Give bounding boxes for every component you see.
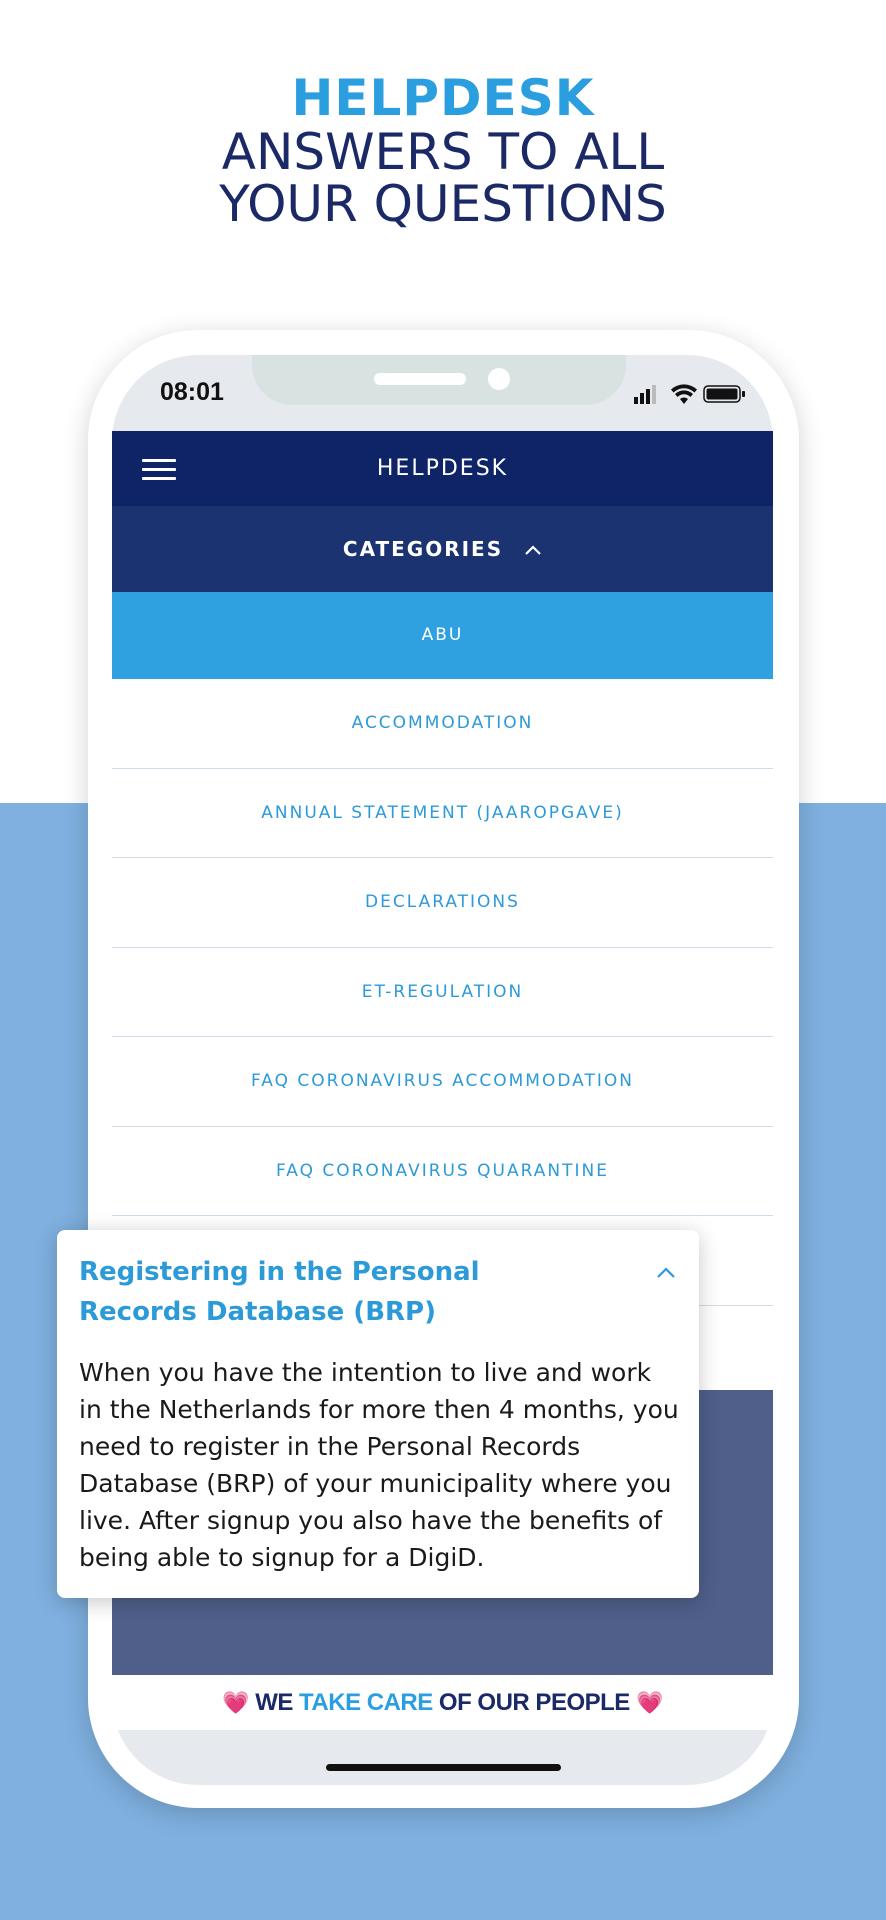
app-title: HELPDESK [376, 456, 509, 481]
category-item-abu[interactable]: ABU [112, 592, 773, 679]
faq-card[interactable] [57, 1230, 699, 1598]
footer-banner [112, 1675, 773, 1730]
home-indicator[interactable] [326, 1764, 561, 1771]
categories-label: CATEGORIES [342, 537, 504, 561]
category-item-declarations[interactable]: DECLARATIONS [112, 858, 773, 948]
heart-icon: 💗 [222, 1690, 250, 1715]
phone-notch [252, 355, 626, 405]
category-item-accommodation[interactable]: ACCOMMODATION [112, 679, 773, 769]
footer-text-accent: TAKE CARE [299, 1689, 433, 1716]
categories-toggle[interactable] [112, 506, 773, 592]
headline-title: HELPDESK [291, 69, 595, 127]
camera [488, 368, 510, 390]
status-icons [634, 382, 746, 406]
headline [0, 69, 886, 233]
status-time: 08:01 [160, 378, 224, 406]
battery-icon [704, 386, 745, 402]
chevron-up-icon [524, 508, 542, 594]
footer-text-2: OF OUR PEOPLE [432, 1689, 630, 1716]
wifi-icon [671, 384, 697, 404]
category-item-faq-coronavirus-accommodation[interactable]: FAQ CORONAVIRUS ACCOMMODATION [112, 1037, 773, 1127]
chevron-up-icon[interactable] [655, 1264, 677, 1280]
speaker [374, 373, 466, 385]
headline-subtitle-line2: YOUR QUESTIONS [219, 175, 667, 233]
faq-card-body: When you have the intention to live and work in the Netherlands for more then 4 months, you need to register in the Personal Records Database (BRP) of your municipality where you live. After signup you also have the benefits of being able to signup for a DigiD. [79, 1358, 679, 1572]
category-item-annual-statement[interactable]: ANNUAL STATEMENT (JAAROPGAVE) [112, 769, 773, 859]
app-topbar [112, 431, 773, 506]
category-item-et-regulation[interactable]: ET-REGULATION [112, 948, 773, 1038]
category-item-faq-coronavirus-quarantine[interactable]: FAQ CORONAVIRUS QUARANTINE [112, 1127, 773, 1217]
footer-text-1: WE [255, 1689, 300, 1716]
headline-subtitle-line1: ANSWERS TO ALL [221, 123, 665, 181]
signal-icon [634, 385, 656, 404]
faq-card-title: Registering in the Personal Records Database (BRP) [79, 1257, 480, 1327]
heart-icon: 💗 [635, 1690, 663, 1715]
